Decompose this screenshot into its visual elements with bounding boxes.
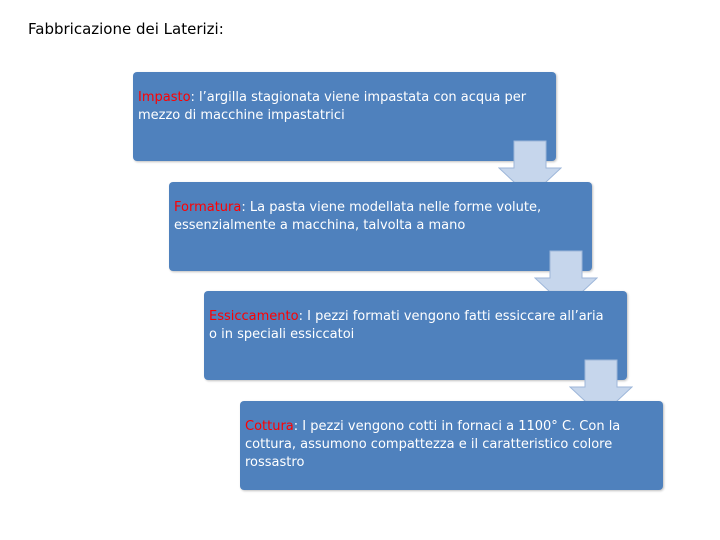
step-term: Formatura: [174, 200, 242, 215]
step-description: : I pezzi formati vengono fatti essiccare all’aria o in speciali essiccatoi: [209, 309, 604, 342]
step-box-cottura: [240, 401, 663, 490]
step-text: [138, 89, 542, 125]
step-description: : l’argilla stagionata viene impastata con acqua per mezzo di macchine impastatrici: [138, 90, 527, 123]
step-text: [245, 418, 649, 472]
step-box-formatura: [169, 182, 592, 271]
step-box-impasto: [133, 72, 556, 161]
step-term: Essiccamento: [209, 309, 299, 324]
step-description: : I pezzi vengono cotti in fornaci a 1100° C. Con la cottura, assumono compattezza e il caratteristico colore rossastro: [245, 419, 621, 470]
step-box-essiccamento: [204, 291, 627, 380]
step-description: : La pasta viene modellata nelle forme volute, essenzialmente a macchina, talvolta a mano: [174, 200, 542, 233]
step-text: [174, 199, 578, 235]
page-title: Fabbricazione dei Laterizi:: [28, 20, 224, 38]
step-text: [209, 308, 613, 344]
step-term: Cottura: [245, 419, 294, 434]
step-term: Impasto: [138, 90, 191, 105]
